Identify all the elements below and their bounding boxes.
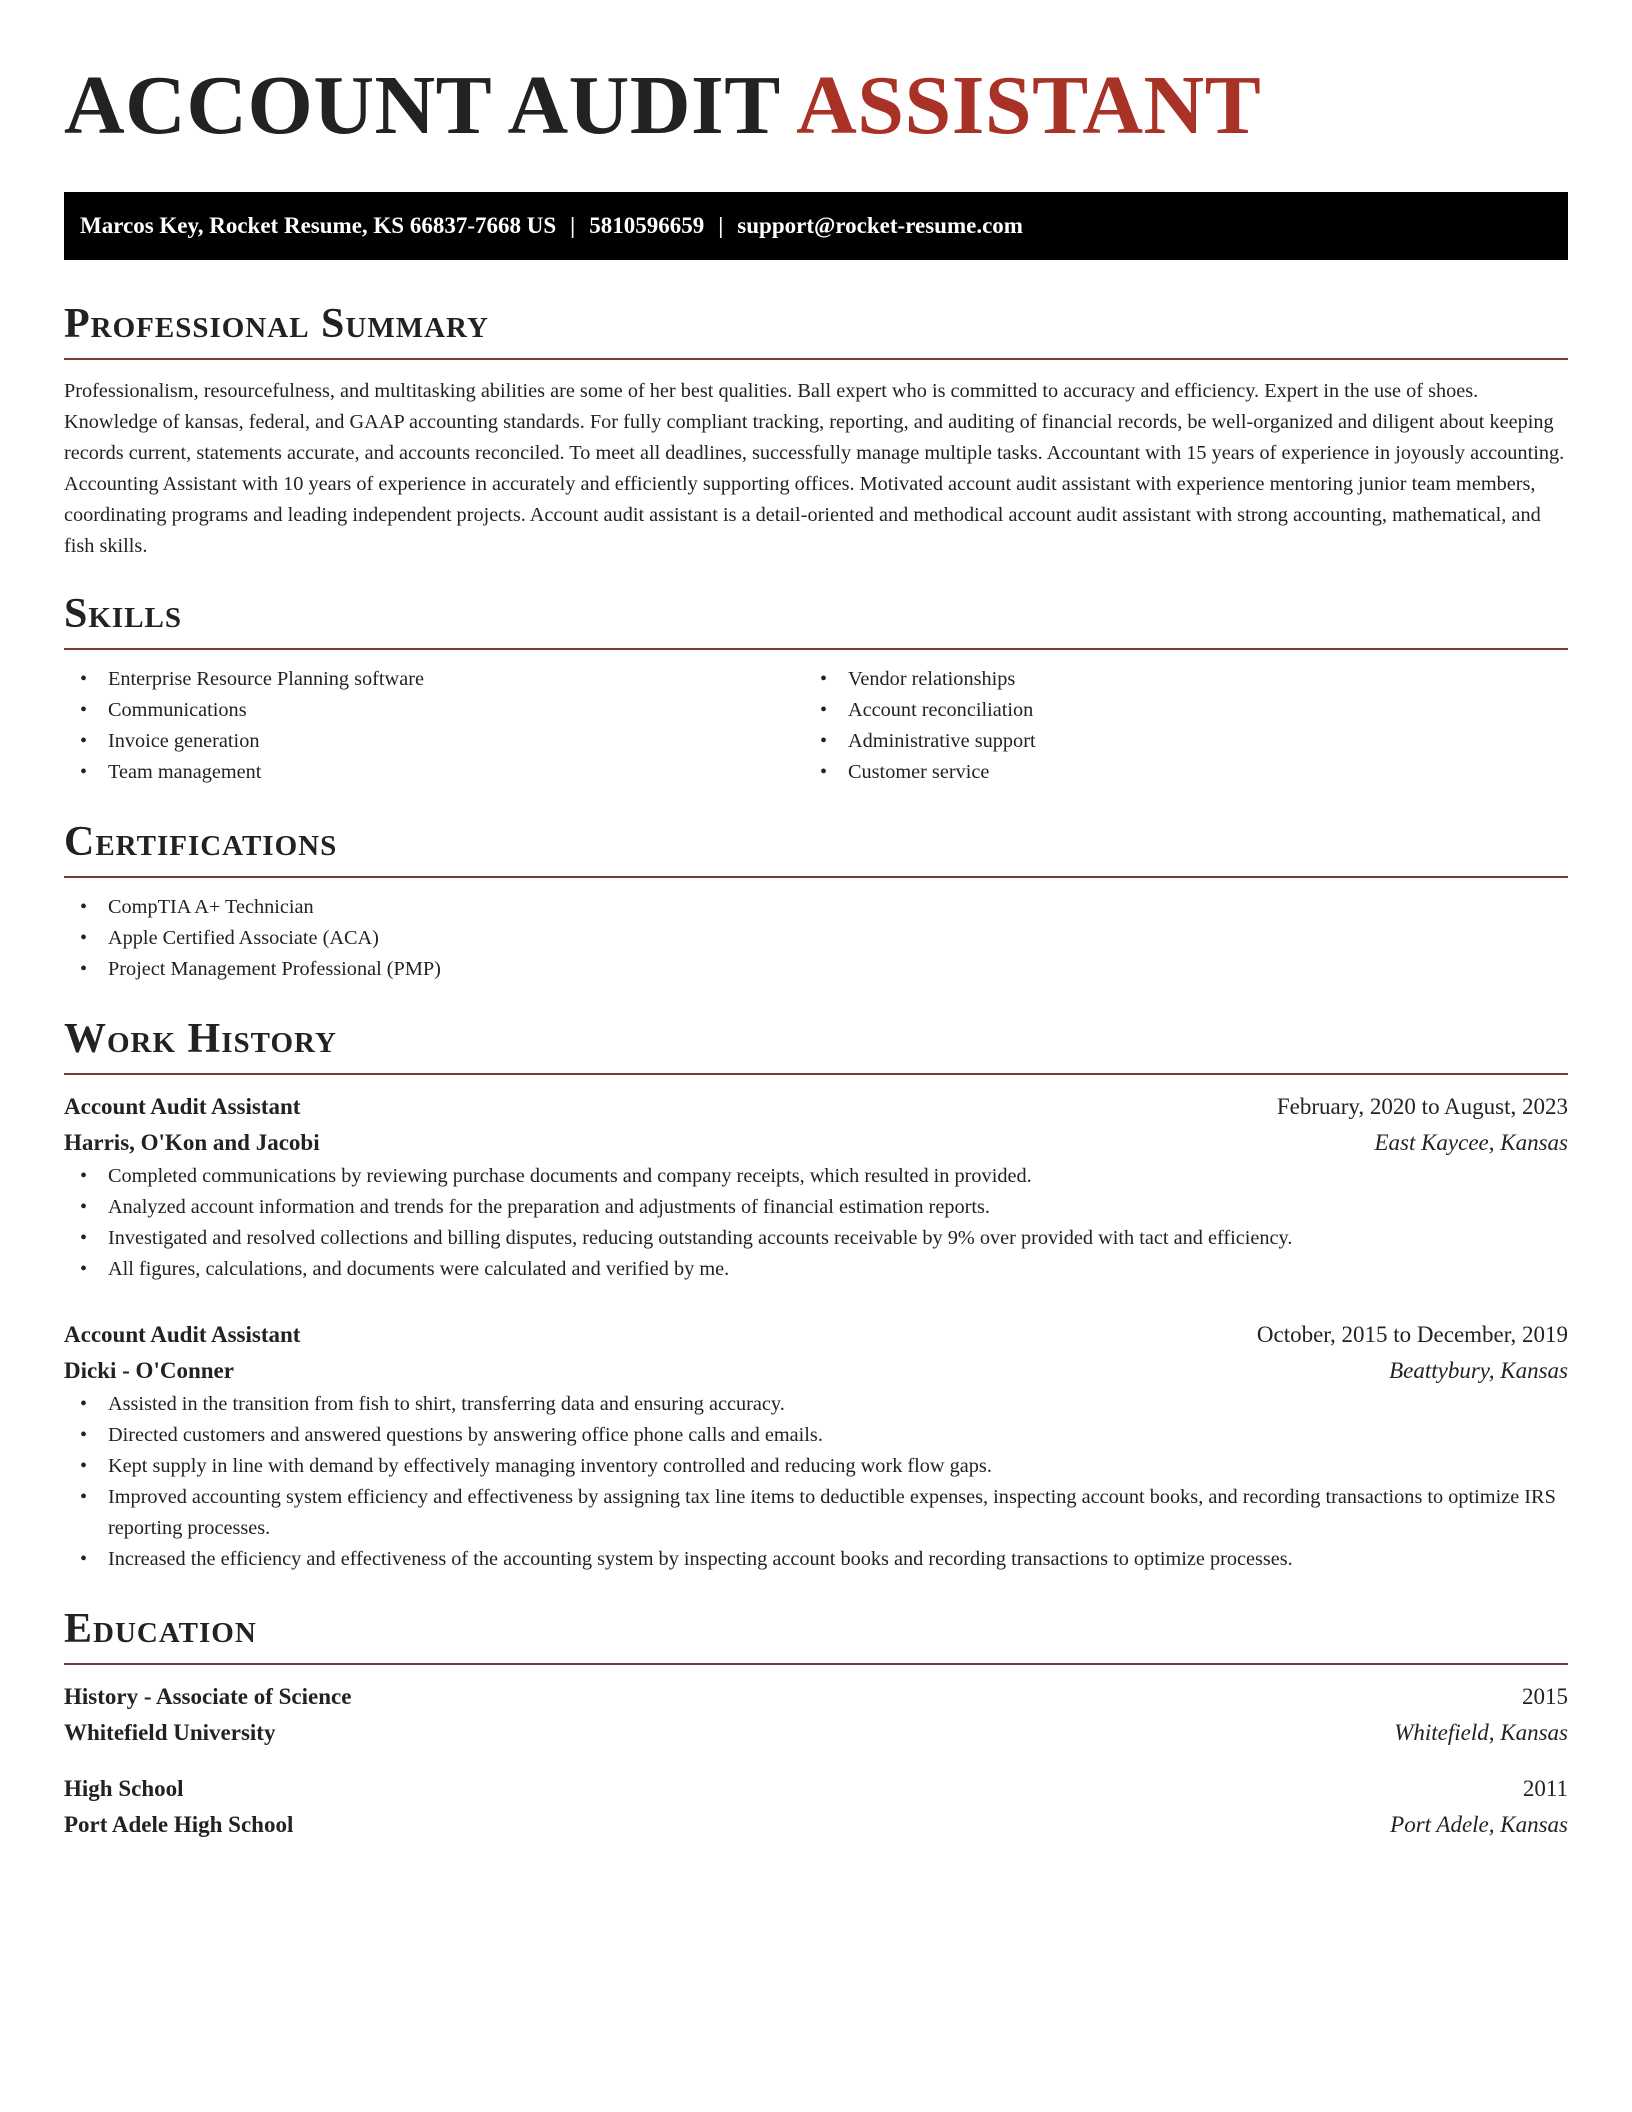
skills-columns: [64, 664, 1568, 788]
job-dates: October, 2015 to December, 2019: [1256, 1322, 1568, 1347]
work-history-section: [64, 1015, 1568, 1575]
skills-heading: Skills: [64, 591, 183, 637]
job-location: Beattybury, Kansas: [1389, 1358, 1568, 1383]
section-divider: [64, 648, 1568, 650]
education-heading: Education: [64, 1606, 257, 1652]
education-location: Whitefield, Kansas: [1394, 1720, 1568, 1745]
education-location: Port Adele, Kansas: [1390, 1812, 1568, 1837]
section-divider: [64, 358, 1568, 360]
skills-list-right: [804, 664, 1544, 788]
job-duty: • Directed customers and answered questions by answering office phone calls and emails.: [64, 1420, 1568, 1451]
section-divider: [64, 876, 1568, 878]
resume-title: [64, 0, 1568, 154]
skill-item: • Administrative support: [804, 726, 1544, 757]
job-duty: • All figures, calculations, and documents were calculated and verified by me.: [64, 1254, 1568, 1285]
education-school-row: [64, 1715, 1568, 1751]
job-duties-list: [64, 1389, 1568, 1575]
education-degree: History - Associate of Science: [64, 1684, 352, 1709]
job-header-row: [64, 1089, 1568, 1125]
education-school-row: [64, 1807, 1568, 1843]
work-history-heading: Work History: [64, 1016, 337, 1062]
contact-bar: [64, 192, 1568, 260]
summary-section: [64, 300, 1568, 562]
contact-email: support@rocket-resume.com: [737, 213, 1023, 238]
title-part-1: ACCOUNT AUDIT: [64, 59, 780, 152]
certifications-heading: Certifications: [64, 819, 338, 865]
education-degree-row: [64, 1679, 1568, 1715]
section-divider: [64, 1073, 1568, 1075]
education-entry: [64, 1679, 1568, 1751]
contact-phone: 5810596659: [589, 213, 705, 238]
title-part-2: ASSISTANT: [796, 59, 1262, 152]
certification-item: • Apple Certified Associate (ACA): [64, 923, 1568, 954]
education-school: Port Adele High School: [64, 1812, 294, 1837]
job-entry: [64, 1089, 1568, 1285]
job-duties-list: [64, 1161, 1568, 1285]
contact-separator: |: [718, 213, 724, 238]
skills-list-left: [64, 664, 804, 788]
job-company: Harris, O'Kon and Jacobi: [64, 1130, 320, 1155]
job-duty: • Assisted in the transition from fish to shirt, transferring data and ensuring accuracy.: [64, 1389, 1568, 1420]
education-entry: [64, 1771, 1568, 1843]
job-duty: • Investigated and resolved collections and billing disputes, reducing outstanding accounts receivable by 9% over provided with tact and efficiency.: [64, 1223, 1568, 1254]
job-company: Dicki - O'Conner: [64, 1358, 234, 1383]
education-year: 2011: [1522, 1776, 1568, 1801]
certifications-list: [64, 892, 1568, 985]
education-year: 2015: [1522, 1684, 1568, 1709]
skill-item: • Communications: [64, 695, 804, 726]
job-location: East Kaycee, Kansas: [1374, 1130, 1568, 1155]
skills-section: [64, 590, 1568, 788]
skill-item: • Vendor relationships: [804, 664, 1544, 695]
job-company-row: [64, 1125, 1568, 1161]
skill-item: • Team management: [64, 757, 804, 788]
job-duty: • Improved accounting system efficiency and effectiveness by assigning tax line items to deductible expenses, inspecting account books, and recording transactions to optimize IRS reporting processes.: [64, 1482, 1568, 1544]
education-degree: High School: [64, 1776, 184, 1801]
skill-item: • Customer service: [804, 757, 1544, 788]
certification-item: • CompTIA A+ Technician: [64, 892, 1568, 923]
education-degree-row: [64, 1771, 1568, 1807]
job-entry: [64, 1317, 1568, 1575]
certifications-section: [64, 818, 1568, 985]
education-school: Whitefield University: [64, 1720, 276, 1745]
job-title: Account Audit Assistant: [64, 1322, 301, 1347]
job-duty: • Increased the efficiency and effectiveness of the accounting system by inspecting account books and recording transactions to optimize processes.: [64, 1544, 1568, 1575]
job-dates: February, 2020 to August, 2023: [1276, 1094, 1568, 1119]
section-divider: [64, 1663, 1568, 1665]
contact-separator: |: [570, 213, 576, 238]
contact-address: Marcos Key, Rocket Resume, KS 66837-7668 US: [80, 213, 557, 238]
skill-item: • Invoice generation: [64, 726, 804, 757]
job-duty: • Kept supply in line with demand by effectively managing inventory controlled and reducing work flow gaps.: [64, 1451, 1568, 1482]
skill-item: • Account reconciliation: [804, 695, 1544, 726]
job-header-row: [64, 1317, 1568, 1353]
job-duty: • Completed communications by reviewing purchase documents and company receipts, which resulted in provided.: [64, 1161, 1568, 1192]
job-company-row: [64, 1353, 1568, 1389]
summary-heading: Professional Summary: [64, 301, 489, 347]
skill-item: • Enterprise Resource Planning software: [64, 664, 804, 695]
job-duty: • Analyzed account information and trends for the preparation and adjustments of financial estimation reports.: [64, 1192, 1568, 1223]
summary-text: Professionalism, resourcefulness, and multitasking abilities are some of her best qualities. Ball expert who is committed to accuracy and efficiency. Expert in the use of shoes. Knowledge of kansas, federal, and GAAP accounting standards. For fully compliant tracking, reporting, and auditing of financial records, be well-organized and diligent about keeping records current, statements accurate, and accounts reconciled. To meet all deadlines, successfully manage multiple tasks. Accountant with 15 years of experience in joyously accounting. Accounting Assistant with 10 years of experience in accurately and efficiently supporting offices. Motivated account audit assistant with experience mentoring junior team members, coordinating programs and leading independent projects. Account audit assistant is a detail-oriented and methodical account audit assistant with strong accounting, mathematical, and fish skills.: [64, 380, 1565, 557]
education-section: [64, 1605, 1568, 1843]
job-title: Account Audit Assistant: [64, 1094, 301, 1119]
certification-item: • Project Management Professional (PMP): [64, 954, 1568, 985]
